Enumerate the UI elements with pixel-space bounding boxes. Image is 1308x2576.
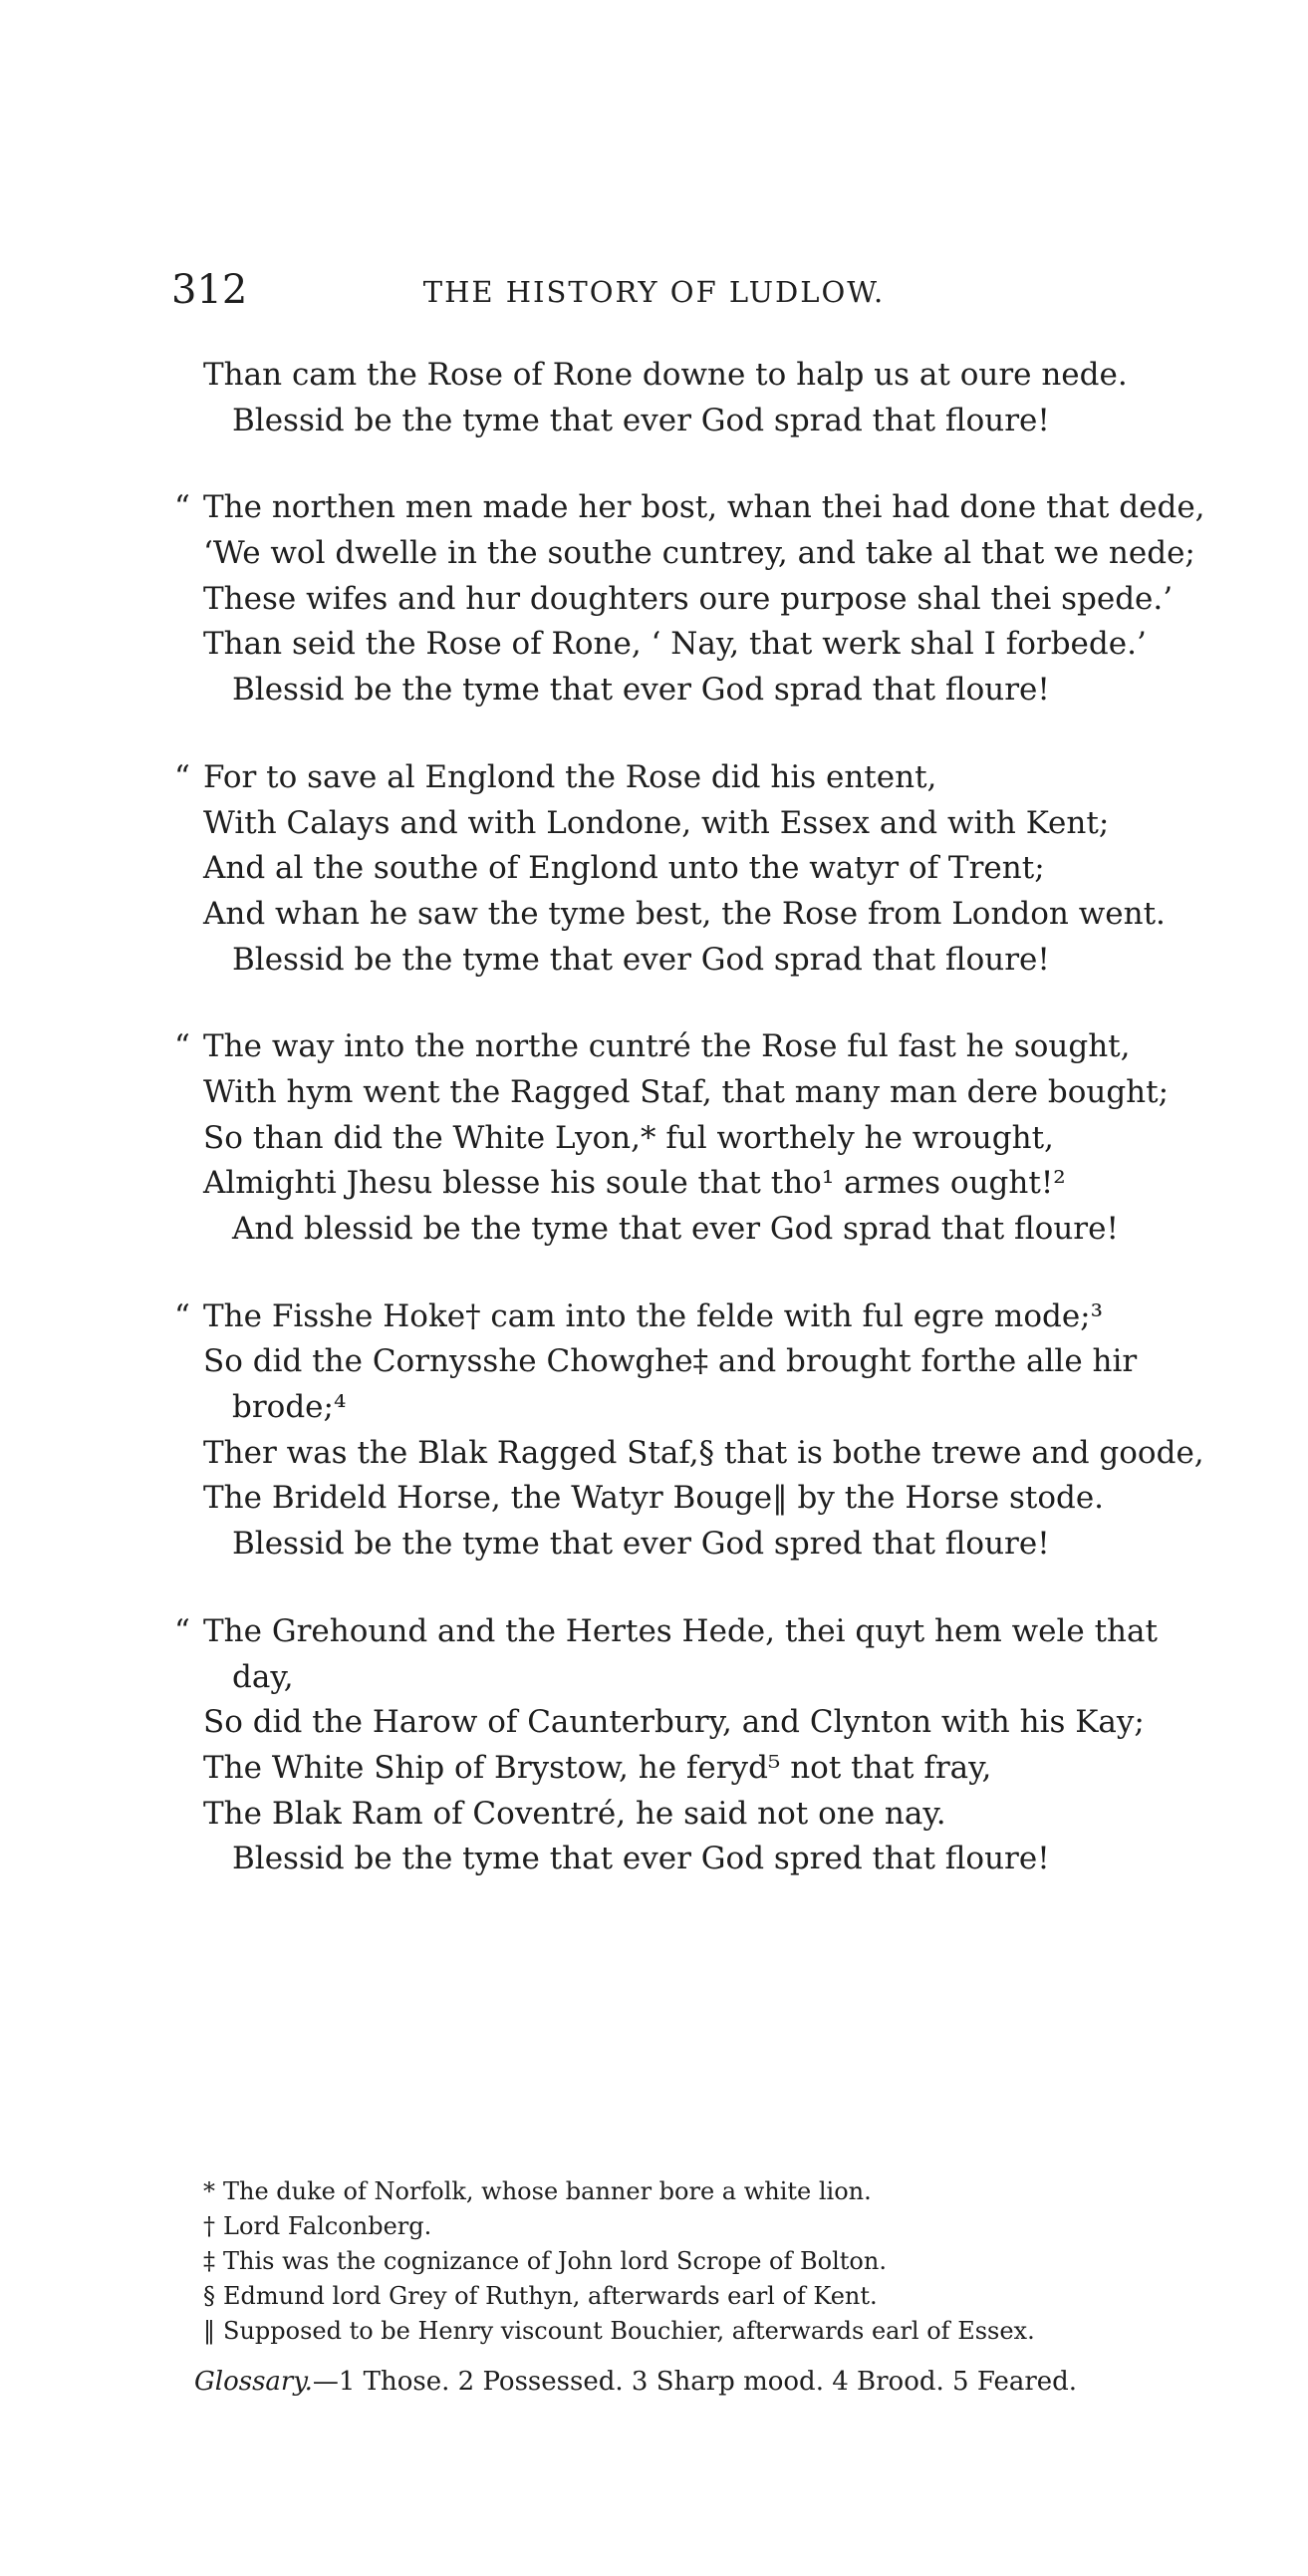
verse-line <box>0 938 1308 984</box>
verse-text: So than did the White Lyon,* ful worthely he wrought, <box>203 1119 1054 1156</box>
verse-line <box>0 531 1308 577</box>
footnote-mark: * <box>203 2177 215 2205</box>
verse-line <box>0 1116 1308 1162</box>
verse-line <box>0 1522 1308 1568</box>
footnote <box>0 2279 1308 2314</box>
stanza <box>0 485 1308 713</box>
open-quote: “ <box>174 1297 190 1334</box>
footnotes <box>0 2174 1308 2397</box>
page-number: 312 <box>171 267 248 313</box>
verse-text: The northen men made her bost, whan thei had done that dede, <box>203 489 1205 526</box>
open-quote: “ <box>174 1028 190 1065</box>
stanza <box>0 353 1308 443</box>
verse-line <box>0 1476 1308 1522</box>
verse-line <box>0 755 1308 801</box>
verse-text: The way into the northe cuntré the Rose ful fast he sought, <box>203 1028 1131 1065</box>
verse-line <box>0 801 1308 847</box>
footnote-text: The duke of Norfolk, whose banner bore a white lion. <box>223 2177 872 2205</box>
verse-line <box>0 1207 1308 1253</box>
verse-line <box>0 1837 1308 1882</box>
verse-line <box>0 1339 1308 1385</box>
stanza <box>0 1024 1308 1252</box>
footnote <box>0 2314 1308 2349</box>
verse-text: Blessid be the tyme that ever God sprad that floure! <box>232 941 1050 978</box>
footnote-text: Lord Falconberg. <box>223 2212 432 2240</box>
footnote-mark: § <box>203 2282 215 2310</box>
verse-text: These wifes and hur doughters oure purpose shal thei spede.’ <box>203 580 1174 617</box>
poem <box>0 353 1308 1924</box>
glossary-label: Glossary. <box>194 2367 313 2397</box>
verse-line <box>0 1700 1308 1746</box>
page-header <box>0 267 1308 317</box>
open-quote: “ <box>174 489 190 526</box>
footnote <box>0 2174 1308 2209</box>
stanza <box>0 1609 1308 1882</box>
footnote-text: Supposed to be Henry viscount Bouchier, afterwards earl of Essex. <box>223 2317 1035 2345</box>
verse-line <box>0 668 1308 714</box>
verse-text: Than cam the Rose of Rone downe to halp us at oure nede. <box>203 357 1128 393</box>
verse-line <box>0 577 1308 623</box>
verse-text: The Grehound and the Hertes Hede, thei quyt hem wele that <box>203 1612 1158 1649</box>
verse-line <box>0 1024 1308 1070</box>
verse-text: Than seid the Rose of Rone, ‘ Nay, that werk shal I forbede.’ <box>203 626 1147 663</box>
verse-line <box>0 399 1308 444</box>
verse-text: Blessid be the tyme that ever God sprad that floure! <box>232 672 1050 709</box>
verse-line <box>0 1792 1308 1838</box>
verse-text: For to save al Englond the Rose did his entent, <box>203 758 937 795</box>
footnote-text: Edmund lord Grey of Ruthyn, afterwards earl of Kent. <box>223 2282 878 2310</box>
verse-text: Blessid be the tyme that ever God spred that floure! <box>232 1841 1050 1877</box>
verse-text: The Brideld Horse, the Watyr Bouge‖ by the Horse stode. <box>203 1480 1105 1517</box>
verse-line <box>0 1746 1308 1792</box>
footnote <box>0 2244 1308 2279</box>
verse-text: And al the southe of Englond unto the watyr of Trent; <box>203 850 1045 887</box>
verse-text: ‘We wol dwelle in the southe cuntrey, and take al that we nede; <box>203 535 1195 572</box>
verse-text: Ther was the Blak Ragged Staf,§ that is bothe trewe and goode, <box>203 1434 1204 1471</box>
footnote-text: This was the cognizance of John lord Scrope of Bolton. <box>223 2247 887 2275</box>
verse-text: The Fisshe Hoke† cam into the felde with ful egre mode;³ <box>203 1297 1104 1334</box>
verse-line <box>0 1609 1308 1655</box>
footnote-mark: ‡ <box>203 2247 215 2275</box>
verse-text: With hym went the Ragged Staf, that many man dere bought; <box>203 1073 1170 1110</box>
verse-line <box>0 1070 1308 1116</box>
open-quote: “ <box>174 758 190 795</box>
verse-line <box>0 1431 1308 1477</box>
verse-line <box>0 892 1308 938</box>
verse-line <box>0 1161 1308 1207</box>
glossary-entries: —1 Those. 2 Possessed. 3 Sharp mood. 4 Brood. 5 Feared. <box>312 2367 1078 2397</box>
verse-line <box>0 1655 1308 1701</box>
verse-text: With Calays and with Londone, with Essex and with Kent; <box>203 804 1110 841</box>
verse-text: Almighti Jhesu blesse his soule that tho¹ armes ought!² <box>203 1165 1066 1202</box>
verse-text: And whan he saw the tyme best, the Rose from London went. <box>203 895 1166 932</box>
stanza <box>0 1294 1308 1568</box>
verse-text: brode;⁴ <box>232 1389 347 1426</box>
verse-line <box>0 622 1308 668</box>
footnote-mark: † <box>203 2212 215 2240</box>
open-quote: “ <box>174 1612 190 1649</box>
verse-text: The Blak Ram of Coventré, he said not one nay. <box>203 1795 946 1832</box>
footnote-mark: ‖ <box>203 2317 215 2345</box>
verse-text: The White Ship of Brystow, he feryd⁵ not that fray, <box>203 1749 992 1786</box>
verse-line <box>0 846 1308 892</box>
verse-text: So did the Cornysshe Chowghe‡ and brought forthe alle hir <box>203 1343 1138 1380</box>
verse-line <box>0 353 1308 399</box>
verse-text: So did the Harow of Caunterbury, and Clynton with his Kay; <box>203 1704 1145 1741</box>
glossary <box>0 2367 1308 2397</box>
verse-line <box>0 1385 1308 1431</box>
running-title: THE HISTORY OF LUDLOW. <box>422 275 886 309</box>
verse-line <box>0 1294 1308 1340</box>
verse-line <box>0 485 1308 531</box>
verse-text: day, <box>232 1658 294 1695</box>
stanza <box>0 755 1308 983</box>
footnote <box>0 2209 1308 2244</box>
verse-text: Blessid be the tyme that ever God spred that floure! <box>232 1526 1050 1563</box>
verse-text: And blessid be the tyme that ever God sprad that floure! <box>232 1211 1119 1247</box>
verse-text: Blessid be the tyme that ever God sprad that floure! <box>232 402 1050 438</box>
